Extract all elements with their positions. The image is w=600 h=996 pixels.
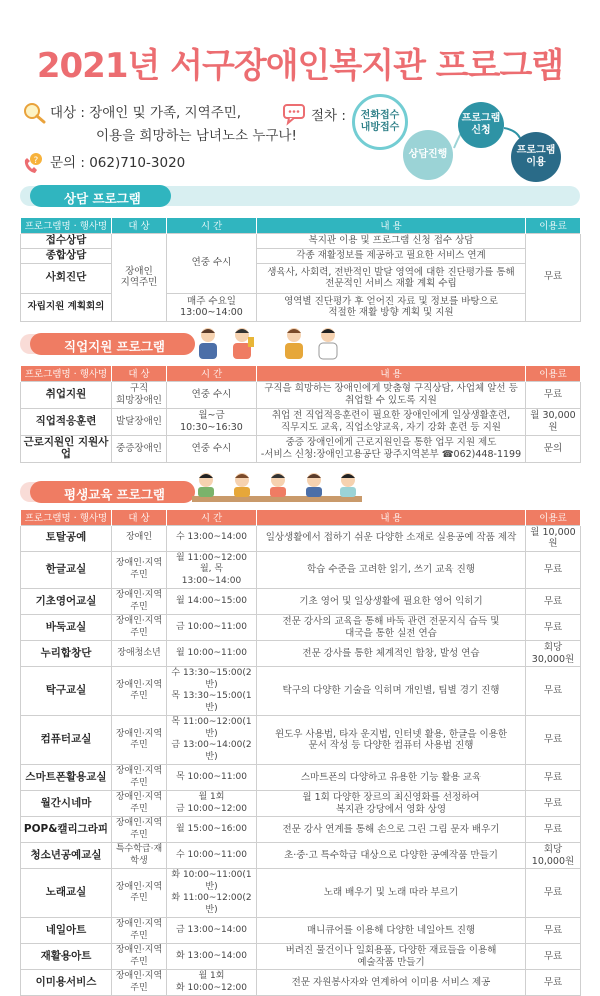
table-row-name: 종합상담 <box>21 248 112 263</box>
table-row <box>21 817 581 843</box>
table-row <box>21 918 581 944</box>
table-row <box>21 667 581 716</box>
table-row-target: 장애청소년 <box>112 641 167 667</box>
table-row-content: 전문 강사 연계를 통해 손으로 그린 그림 문자 배우기 <box>257 817 526 843</box>
table-row-time: 월 11:00~12:00 월, 목 13:00~14:00 <box>167 551 257 589</box>
table-row-name: 사회진단 <box>21 263 112 293</box>
page-title: 2021년 서구장애인복지관 프로그램 <box>36 46 564 86</box>
table-row-name: 청소년공예교실 <box>21 843 112 869</box>
info-block <box>22 102 297 179</box>
table-row-time: 월 14:00~15:00 <box>167 589 257 615</box>
col-target: 대 상 <box>112 366 167 381</box>
table-row-fee: 무료 <box>526 589 581 615</box>
table-row-content: 취업 전 직업적응훈련이 필요한 장애인에게 일상생활훈련, 직무지도 교육, 직업소양교육, 자기 강화 훈련 등 지원 <box>257 408 526 435</box>
table-row-target: 장애인·지역주민 <box>112 869 167 918</box>
table-row <box>21 589 581 615</box>
table-row-fee: 무료 <box>526 944 581 970</box>
col-target: 대 상 <box>112 218 167 233</box>
table-row-target: 장애인·지역주민 <box>112 970 167 996</box>
table-row-name: 노래교실 <box>21 869 112 918</box>
table-row <box>21 944 581 970</box>
table-row-target: 장애인·지역주민 <box>112 716 167 765</box>
col-name: 프로그램명 · 행사명 <box>21 366 112 381</box>
table-row-fee: 무료 <box>526 551 581 589</box>
table-row-name: POP&캘리그라피 <box>21 817 112 843</box>
table-row-target: 중증장애인 <box>112 435 167 462</box>
speech-bubble-icon <box>283 104 307 124</box>
step-counsel <box>403 130 453 180</box>
table-row-name: 이미용서비스 <box>21 970 112 996</box>
table-row-target: 발달장애인 <box>112 408 167 435</box>
table-row-name: 스마트폰활용교실 <box>21 765 112 791</box>
table-row-target: 장애인·지역주민 <box>112 944 167 970</box>
table-row-name: 접수상담 <box>21 233 112 248</box>
step-apply <box>458 102 504 148</box>
table-row-fee: 무료 <box>526 869 581 918</box>
table-row <box>21 765 581 791</box>
table-row-content: 전문 자원봉사자와 연계하여 이미용 서비스 제공 <box>257 970 526 996</box>
table-row-content: 구직을 희망하는 장애인에게 맞춤형 구직상담, 사업체 알선 등 취업할 수 있도록 지원 <box>257 381 526 408</box>
table-row-content: 월 1회 다양한 장르의 최신영화를 선정하여 복지관 강당에서 영화 상영 <box>257 791 526 817</box>
table-row-time: 목 11:00~12:00(1반) 금 13:00~14:00(2반) <box>167 716 257 765</box>
table-row-content: 전문 강사를 통한 체계적인 합창, 발성 연습 <box>257 641 526 667</box>
table-row-content: 복지관 이용 및 프로그램 신청 접수 상담 <box>257 233 526 248</box>
counsel-fee: 무료 <box>526 233 581 321</box>
table-row-target: 장애인·지역주민 <box>112 791 167 817</box>
table-row <box>21 641 581 667</box>
table-row-time: 월 1회 금 10:00~12:00 <box>167 791 257 817</box>
table-row-content: 일상생활에서 접하기 쉬운 다양한 소재로 실용공예 작품 제작 <box>257 525 526 551</box>
table-row-name: 바둑교실 <box>21 615 112 641</box>
col-content: 내 용 <box>257 510 526 525</box>
table-row-time: 금 10:00~11:00 <box>167 615 257 641</box>
counsel-target: 장애인 지역주민 <box>112 233 167 321</box>
target-label: 대상 : <box>50 105 85 121</box>
table-row-target: 장애인·지역주민 <box>112 589 167 615</box>
table-row-time: 금 13:00~14:00 <box>167 918 257 944</box>
step-reception <box>352 94 408 150</box>
table-row-time: 월 15:00~16:00 <box>167 817 257 843</box>
table-row-time: 수 10:00~11:00 <box>167 843 257 869</box>
table-row-time: 수 13:30~15:00(2반) 목 13:30~15:00(1반) <box>167 667 257 716</box>
table-row-name: 컴퓨터교실 <box>21 716 112 765</box>
svg-text:?: ? <box>33 156 39 166</box>
procedure-label: 절차 : <box>311 108 346 124</box>
table-row-name: 기초영어교실 <box>21 589 112 615</box>
table-row-fee: 월 30,000원 <box>526 408 581 435</box>
table-row-time: 월~금 10:30~16:30 <box>167 408 257 435</box>
table-row-name: 취업지원 <box>21 381 112 408</box>
col-content: 내 용 <box>257 218 526 233</box>
table-row <box>21 843 581 869</box>
col-fee: 이용료 <box>526 510 581 525</box>
table-row-name: 토탈공예 <box>21 525 112 551</box>
table-row-content: 학습 수준을 고려한 읽기, 쓰기 교육 진행 <box>257 551 526 589</box>
target-line1: 장애인 및 가족, 지역주민, <box>89 105 242 121</box>
table-row <box>21 970 581 996</box>
table-row-target: 구직 희망장애인 <box>112 381 167 408</box>
table-row-name: 재활용아트 <box>21 944 112 970</box>
table-row <box>21 716 581 765</box>
table-row-name: 누리합창단 <box>21 641 112 667</box>
table-row-fee: 문의 <box>526 435 581 462</box>
table-row-fee: 무료 <box>526 667 581 716</box>
table-row-content: 스마트폰의 다양하고 유용한 기능 활용 교육 <box>257 765 526 791</box>
table-row-time: 매주 수요일 13:00~14:00 <box>167 293 257 321</box>
table-row-content: 생육사, 사회력, 전반적인 발달 영역에 대한 진단평가를 통해 전문적인 서비스 재활 계획 수립 <box>257 263 526 293</box>
table-row-content: 영역별 진단평가 후 얻어진 자료 및 정보를 바탕으로 적절한 재활 방향 계획 및 지원 <box>257 293 526 321</box>
table-row-target: 장애인 <box>112 525 167 551</box>
col-name: 프로그램명 · 행사명 <box>21 218 112 233</box>
table-row-target: 장애인·지역주민 <box>112 918 167 944</box>
table-row-fee: 회당 30,000원 <box>526 641 581 667</box>
table-row-time: 수 13:00~14:00 <box>167 525 257 551</box>
step-apply-label: 프로그램 신청 <box>461 113 501 136</box>
table-row-time: 연중 수시 <box>167 435 257 462</box>
counsel-section-title: 상담 프로그램 <box>30 185 171 207</box>
table-row <box>21 615 581 641</box>
col-target: 대 상 <box>112 510 167 525</box>
job-section-title: 직업지원 프로그램 <box>30 333 195 355</box>
table-row-content: 전문 강사의 교육을 통해 바둑 관련 전문지식 습득 및 대국을 통한 실전 연습 <box>257 615 526 641</box>
table-row-target: 장애인·지역주민 <box>112 615 167 641</box>
table-row-target: 장애인·지역주민 <box>112 551 167 589</box>
table-row <box>21 869 581 918</box>
col-time: 시 간 <box>167 366 257 381</box>
table-row-fee: 회당 10,000원 <box>526 843 581 869</box>
table-row-fee: 무료 <box>526 970 581 996</box>
table-row-time: 연중 수시 <box>167 381 257 408</box>
col-fee: 이용료 <box>526 218 581 233</box>
table-row-target: 장애인·지역주민 <box>112 817 167 843</box>
table-row-content: 각종 재활정보를 제공하고 필요한 서비스 연계 <box>257 248 526 263</box>
edu-people-illustration <box>192 470 362 508</box>
table-row-fee: 무료 <box>526 765 581 791</box>
table-row-content: 매니큐어를 이용해 다양한 네일아트 진행 <box>257 918 526 944</box>
table-row <box>21 551 581 589</box>
job-people-illustration <box>194 325 354 361</box>
counsel-time: 연중 수시 <box>167 233 257 293</box>
table-row-fee: 무료 <box>526 817 581 843</box>
counsel-table <box>20 218 581 322</box>
step-use-label: 프로그램 이용 <box>516 145 556 168</box>
table-row-content: 노래 배우기 및 노래 따라 부르기 <box>257 869 526 918</box>
phone-question-icon <box>22 152 46 174</box>
table-row-fee: 무료 <box>526 381 581 408</box>
col-fee: 이용료 <box>526 366 581 381</box>
table-row-content: 중증 장애인에게 근로지원인을 통한 업무 지원 제도 -서비스 신청:장애인고용공단 광주지역본부 ☎062)448-1199 <box>257 435 526 462</box>
edu-section-title: 평생교육 프로그램 <box>30 481 195 503</box>
table-row-content: 기초 영어 및 일상생활에 필요한 영어 익히기 <box>257 589 526 615</box>
contact-label: 문의 : <box>50 155 85 171</box>
table-row-name: 직업적응훈련 <box>21 408 112 435</box>
table-row <box>21 791 581 817</box>
table-row-target: 특수학급·재학생 <box>112 843 167 869</box>
step-counsel-label: 상담진행 <box>408 149 448 160</box>
table-row-name: 근로지원인 지원사업 <box>21 435 112 462</box>
table-row-time: 화 13:00~14:00 <box>167 944 257 970</box>
magnifier-icon <box>22 102 46 124</box>
table-row-fee: 무료 <box>526 918 581 944</box>
edu-table <box>20 510 581 996</box>
table-row-fee: 무료 <box>526 615 581 641</box>
target-line2: 이용을 희망하는 남녀노소 누구나! <box>96 128 297 144</box>
table-row-time: 월 1회 화 10:00~12:00 <box>167 970 257 996</box>
col-name: 프로그램명 · 행사명 <box>21 510 112 525</box>
table-row-target: 장애인·지역주민 <box>112 667 167 716</box>
table-row-name: 한글교실 <box>21 551 112 589</box>
contact-value: 062)710-3020 <box>89 155 186 171</box>
table-row-time: 목 10:00~11:00 <box>167 765 257 791</box>
job-table <box>20 366 581 463</box>
table-row-fee: 무료 <box>526 791 581 817</box>
table-row-name: 자립지원 계획회의 <box>21 293 112 321</box>
table-row-name: 월간시네마 <box>21 791 112 817</box>
procedure-label-wrap <box>283 104 346 124</box>
table-row-content: 윈도우 사용법, 타자 운지법, 인터넷 활용, 한글을 이용한 문서 작성 등 다양한 컴퓨터 사용법 진행 <box>257 716 526 765</box>
table-row-fee: 무료 <box>526 716 581 765</box>
col-time: 시 간 <box>167 510 257 525</box>
table-row-target: 장애인·지역주민 <box>112 765 167 791</box>
table-row-time: 월 10:00~11:00 <box>167 641 257 667</box>
table-row-time: 화 10:00~11:00(1반) 화 11:00~12:00(2반) <box>167 869 257 918</box>
step-reception-label: 전화접수 내방접수 <box>360 110 400 133</box>
col-time: 시 간 <box>167 218 257 233</box>
table-row-content: 초·중·고 특수학급 대상으로 다양한 공예작품 만들기 <box>257 843 526 869</box>
table-row-content: 버려진 물건이나 일회용품, 다양한 재료들을 이용해 예술작품 만들기 <box>257 944 526 970</box>
table-row-content: 탁구의 다양한 기술을 익히며 개인별, 팀별 경기 진행 <box>257 667 526 716</box>
step-use <box>511 132 561 182</box>
table-row-name: 네일아트 <box>21 918 112 944</box>
table-row-name: 탁구교실 <box>21 667 112 716</box>
table-row-fee: 월 10,000원 <box>526 525 581 551</box>
table-row <box>21 525 581 551</box>
col-content: 내 용 <box>257 366 526 381</box>
